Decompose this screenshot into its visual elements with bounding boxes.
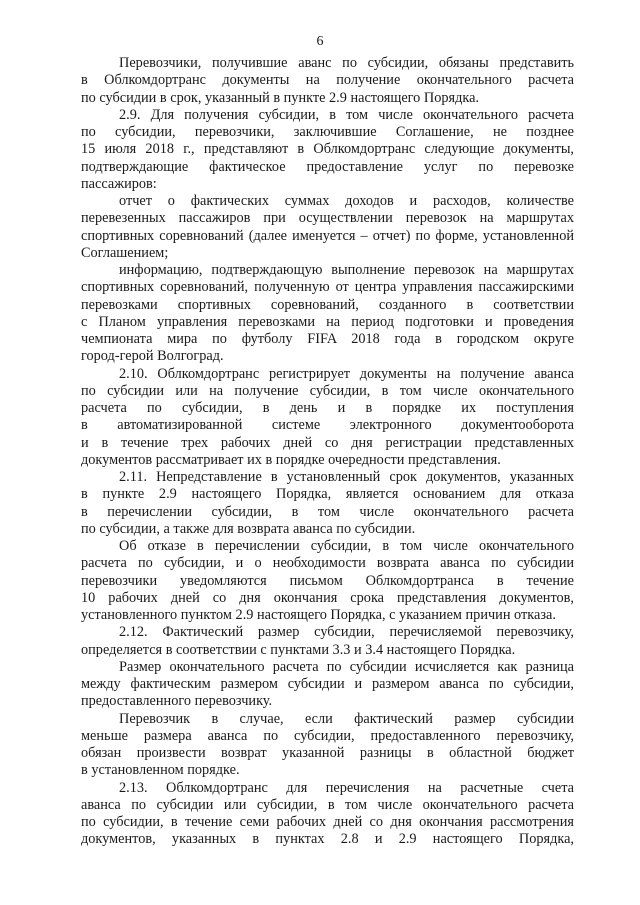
text-line: перевозками спортивных соревнований, созданного в соответствии: [81, 296, 574, 313]
paragraph: [81, 469, 574, 538]
paragraph: [81, 659, 574, 711]
text-line: определяется в соответствии с пунктами 3.3 и 3.4 настоящего Порядка.: [81, 641, 516, 658]
text-line: с Планом управления перевозками на период подготовки и проведения: [81, 313, 574, 330]
paragraph: [81, 538, 574, 624]
text-line: и в течение трех рабочих дней со дня регистрации представленных: [81, 434, 574, 451]
text-line: по субсидии, перевозчики, заключившие Соглашение, не позднее: [81, 124, 574, 140]
text-line: Об отказе в перечислении субсидии, в том числе окончательного: [119, 538, 574, 554]
text-line: перевезенных пассажиров при осуществлении перевозок на маршрутах: [81, 210, 574, 227]
text-line: Размер окончательного расчета по субсидии исчисляется как разница: [119, 658, 574, 675]
paragraph: [81, 262, 574, 366]
text-line: в перечислении субсидии, в том числе окончательного расчета: [81, 503, 574, 520]
text-line: расчета по субсидии, в день и в порядке их поступления: [81, 400, 574, 416]
text-line: в установленном порядке.: [81, 762, 240, 779]
text-line: спортивных соревнований, полученную от центра управления пассажирскими: [81, 279, 574, 296]
text-line: город-герой Волгоград.: [81, 348, 224, 365]
text-line: установленного пунктом 2.9 настоящего Порядка, с указанием причин отказа.: [81, 607, 556, 623]
paragraph: [81, 193, 574, 262]
text-line: Перевозчик в случае, если фактический размер субсидии: [119, 710, 574, 727]
text-line: в автоматизированной системе электронного документооборота: [81, 417, 574, 434]
text-line: пассажиров:: [81, 175, 157, 192]
text-line: по субсидии, а также для возврата аванса по субсидии.: [81, 520, 416, 537]
text-line: 2.9. Для получения субсидии, в том числе окончательного расчета: [119, 106, 574, 123]
text-line: обязан произвести возврат указанной разницы в областной бюджет: [81, 745, 574, 761]
text-line: аванса по субсидии или субсидии, в том числе окончательного расчета: [81, 796, 574, 813]
text-line: Соглашением;: [81, 244, 169, 261]
text-line: в пункте 2.9 настоящего Порядка, является основанием для отказа: [81, 486, 574, 503]
text-line: между фактическим размером субсидии и размером аванса по субсидии,: [81, 676, 574, 692]
paragraph: [81, 55, 574, 107]
paragraph: [81, 711, 574, 780]
text-line: отчет о фактических суммах доходов и расходов, количестве: [119, 193, 574, 209]
text-line: чемпионата мира по футболу FIFA 2018 года в городском округе: [81, 331, 574, 347]
text-line: 10 рабочих дней со дня окончания срока представления документов,: [81, 589, 574, 606]
text-line: 2.13. Облкомдортранс для перечисления на расчетные счета: [119, 779, 574, 796]
text-line: 2.11. Непредставление в установленный срок документов, указанных: [119, 469, 574, 485]
text-line: 15 июля 2018 г., представляют в Облкомдортранс следующие документы,: [81, 141, 574, 158]
text-line: по субсидии или на получение субсидии, в том числе окончательного: [81, 382, 574, 399]
text-line: информацию, подтверждающую выполнение перевозок на маршрутах: [119, 262, 574, 278]
text-line: в Облкомдортранс документы на получение окончательного расчета: [81, 72, 574, 89]
text-line: документов, указанных в пунктах 2.8 и 2.9 настоящего Порядка,: [81, 831, 574, 848]
text-line: предоставленного перевозчику.: [81, 693, 273, 710]
text-line: спортивных соревнований (далее именуется – отчет) по форме, установленной: [81, 227, 574, 244]
text-line: 2.10. Облкомдортранс регистрирует документы на получение аванса: [119, 365, 574, 382]
paragraph: [81, 780, 574, 849]
text-line: меньше размера аванса по субсидии, предоставленного перевозчику,: [81, 727, 574, 744]
text-line: перевозчики уведомляются письмом Облкомдортранса в течение: [81, 572, 574, 589]
document-body: [81, 55, 574, 849]
text-line: подтверждающие фактическое предоставление услуг по перевозке: [81, 158, 574, 175]
text-line: расчета по субсидии, и о необходимости возврата аванса по субсидии: [81, 555, 574, 572]
text-line: документов рассматривает их в порядке очередности представления.: [81, 451, 501, 468]
text-line: по субсидии, в течение семи рабочих дней со дня окончания рассмотрения: [81, 814, 574, 830]
paragraph: [81, 366, 574, 470]
page-number: 6: [316, 34, 324, 49]
paragraph: [81, 107, 574, 193]
text-line: 2.12. Фактический размер субсидии, перечисляемой перевозчику,: [119, 624, 574, 641]
paragraph: [81, 624, 574, 659]
text-line: по субсидии в срок, указанный в пункте 2.9 настоящего Порядка.: [81, 89, 480, 106]
text-line: Перевозчики, получившие аванс по субсидии, обязаны представить: [119, 55, 574, 71]
